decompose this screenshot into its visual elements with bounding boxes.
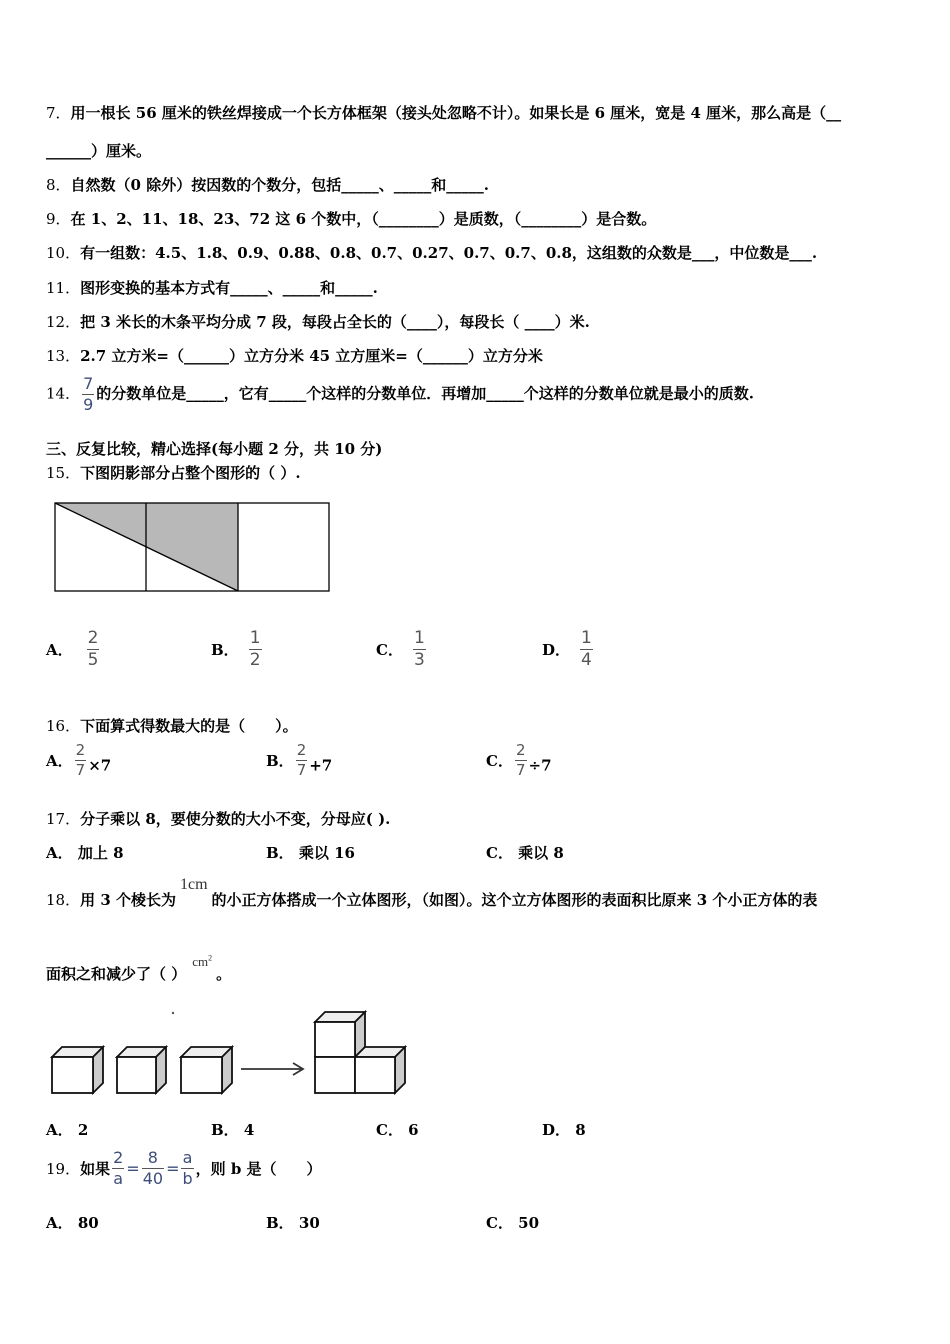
numerator: 1 xyxy=(249,628,261,648)
fraction xyxy=(515,743,527,778)
q18-option-b[interactable]: B． 4 xyxy=(211,1121,255,1139)
numerator: 2 xyxy=(515,741,526,759)
question-number: 11． xyxy=(46,279,81,297)
q16-option-c[interactable] xyxy=(486,743,552,778)
question-number: 15． xyxy=(46,464,81,482)
question-number: 7． xyxy=(46,104,71,122)
fraction xyxy=(75,743,87,778)
question-18-continuation xyxy=(46,950,232,983)
question-text: ，则 b 是（ ） xyxy=(195,1160,322,1178)
question-9 xyxy=(46,208,656,229)
question-text: 下面算式得数最大的是（ ）。 xyxy=(80,717,298,735)
question-12 xyxy=(46,311,590,332)
option-label: B． xyxy=(266,752,294,770)
unit-superscript: 2 xyxy=(208,953,213,963)
question-text: 2.7 立方米=（______）立方分米 45 立方厘米=（______）立方分米 xyxy=(80,347,543,365)
question-text: ______）厘米。 xyxy=(46,142,152,160)
fraction xyxy=(181,1150,193,1187)
stray-dot xyxy=(172,1012,174,1014)
denominator: 7 xyxy=(515,761,526,779)
operator-text: +7 xyxy=(309,756,333,775)
option-label: A． xyxy=(46,641,73,659)
question-number: 16． xyxy=(46,717,81,735)
question-17 xyxy=(46,808,390,829)
question-text: 分子乘以 8，要使分数的大小不变，分母应( ). xyxy=(80,810,391,828)
question-text: 的分数单位是_____，它有_____个这样的分数单位．再增加_____个这样的分数单位就是最小的质数. xyxy=(96,384,755,403)
shaded-rectangle-figure xyxy=(54,502,332,594)
numerator: 2 xyxy=(75,741,86,759)
q16-option-b[interactable] xyxy=(266,743,332,778)
option-label: C． xyxy=(486,752,513,770)
question-text: 自然数（0 除外）按因数的个数分，包括_____、_____和_____. xyxy=(70,176,489,194)
question-18 xyxy=(46,873,818,909)
option-label: B． xyxy=(211,641,239,659)
section-3-title xyxy=(46,438,382,459)
denominator: 2 xyxy=(249,650,261,670)
small-cube-2 xyxy=(117,1047,166,1093)
numerator: a xyxy=(182,1148,193,1167)
question-number: 10． xyxy=(46,244,81,262)
q19-option-a[interactable]: A． 80 xyxy=(46,1214,99,1232)
q15-option-d[interactable] xyxy=(542,630,595,669)
numerator: 1 xyxy=(581,628,592,648)
denominator: 40 xyxy=(142,1169,164,1188)
question-text: 有一组数：4.5、1.8、0.9、0.88、0.8、0.7、0.27、0.7、0.7、0.8，这组数的众数是___，中位数是___. xyxy=(80,244,818,262)
q18-option-d[interactable]: D． 8 xyxy=(542,1121,586,1139)
arrow-icon xyxy=(241,1063,303,1075)
question-text: 下图阴影部分占整个图形的（ ）. xyxy=(80,464,301,482)
fraction xyxy=(580,630,593,669)
denominator: 5 xyxy=(87,650,99,670)
numerator: 1 xyxy=(413,628,425,648)
q18-option-c[interactable]: C． 6 xyxy=(376,1121,419,1139)
question-text: 面积之和减少了（ ） xyxy=(46,965,187,983)
question-number: 17． xyxy=(46,810,81,828)
fraction xyxy=(82,376,94,413)
option-label: D． xyxy=(542,641,571,659)
question-text: 。 xyxy=(216,965,232,983)
fraction xyxy=(87,630,100,669)
question-15 xyxy=(46,462,301,483)
small-cube-3 xyxy=(181,1047,232,1093)
question-text: 的小正方体搭成一个立体图形，（如图）。这个立方体图形的表面积比原来 3 个小正方体的表 xyxy=(211,891,818,909)
question-19 xyxy=(46,1150,322,1187)
fraction xyxy=(112,1150,124,1187)
small-cube-1 xyxy=(52,1047,103,1093)
cubes-figure xyxy=(46,1005,416,1100)
denominator: 4 xyxy=(581,650,592,670)
numerator: 8 xyxy=(147,1148,158,1167)
question-number: 9． xyxy=(46,210,71,228)
fraction xyxy=(296,743,308,778)
unit-label-cm2 xyxy=(192,954,212,969)
question-text: 在 1、2、11、18、23、72 这 6 个数中，（________）是质数，（________）是合数。 xyxy=(70,210,657,228)
fraction xyxy=(413,630,426,669)
question-16 xyxy=(46,715,298,736)
q17-option-a[interactable]: A． 加上 8 xyxy=(46,844,124,862)
fraction xyxy=(249,630,262,669)
denominator: 7 xyxy=(296,761,307,779)
denominator: a xyxy=(113,1169,124,1188)
question-8 xyxy=(46,174,489,195)
question-number: 13． xyxy=(46,347,81,365)
operator-text: ÷7 xyxy=(528,756,552,775)
question-7-continuation xyxy=(46,140,151,161)
numerator: 2 xyxy=(87,628,99,648)
option-label: A． xyxy=(46,752,73,770)
combined-cube-figure xyxy=(315,1012,405,1093)
operator-text: ×7 xyxy=(88,756,112,775)
denominator: b xyxy=(182,1169,193,1188)
q17-option-c[interactable]: C． 乘以 8 xyxy=(486,844,564,862)
numerator: 2 xyxy=(296,741,307,759)
question-10 xyxy=(46,242,817,263)
question-number: 18． xyxy=(46,891,81,909)
q15-option-a[interactable] xyxy=(46,630,101,669)
question-11 xyxy=(46,277,378,298)
section-title-text: 三、反复比较，精心选择(每小题 2 分，共 10 分) xyxy=(46,440,383,458)
denominator: 7 xyxy=(75,761,86,779)
unit-label-cm: 1cm xyxy=(179,876,208,893)
question-7 xyxy=(46,102,841,123)
question-14 xyxy=(46,376,754,413)
unit-text: cm xyxy=(192,954,209,969)
question-text: 如果 xyxy=(80,1160,111,1178)
question-number: 12． xyxy=(46,313,81,331)
option-label: C． xyxy=(376,641,403,659)
equals-sign: = xyxy=(126,1159,140,1178)
q16-option-a[interactable] xyxy=(46,743,111,778)
question-number: 14． xyxy=(46,384,81,403)
denominator: 3 xyxy=(413,650,425,670)
fraction xyxy=(142,1150,164,1187)
question-number: 19． xyxy=(46,1160,81,1178)
question-text: 把 3 米长的木条平均分成 7 段，每段占全长的（____），每段长（ ____）米. xyxy=(80,313,590,331)
question-13 xyxy=(46,345,543,366)
q18-option-a[interactable]: A． 2 xyxy=(46,1121,89,1139)
q19-option-b[interactable]: B． 30 xyxy=(266,1214,320,1232)
question-number: 8． xyxy=(46,176,71,194)
equals-sign: = xyxy=(166,1159,180,1178)
question-text: 图形变换的基本方式有_____、_____和_____. xyxy=(80,279,378,297)
q19-option-c[interactable]: C． 50 xyxy=(486,1214,540,1232)
q15-option-c[interactable] xyxy=(376,630,428,669)
q17-option-b[interactable]: B． 乘以 16 xyxy=(266,844,355,862)
denominator: 9 xyxy=(83,395,94,414)
numerator: 2 xyxy=(113,1148,124,1167)
question-text: 用一根长 56 厘米的铁丝焊接成一个长方体框架（接头处忽略不计）。如果长是 6 厘米，宽是 4 厘米，那么高是（__ xyxy=(70,104,842,122)
question-text: 用 3 个棱长为 xyxy=(80,891,176,909)
q15-option-b[interactable] xyxy=(211,630,264,669)
numerator: 7 xyxy=(83,374,94,393)
